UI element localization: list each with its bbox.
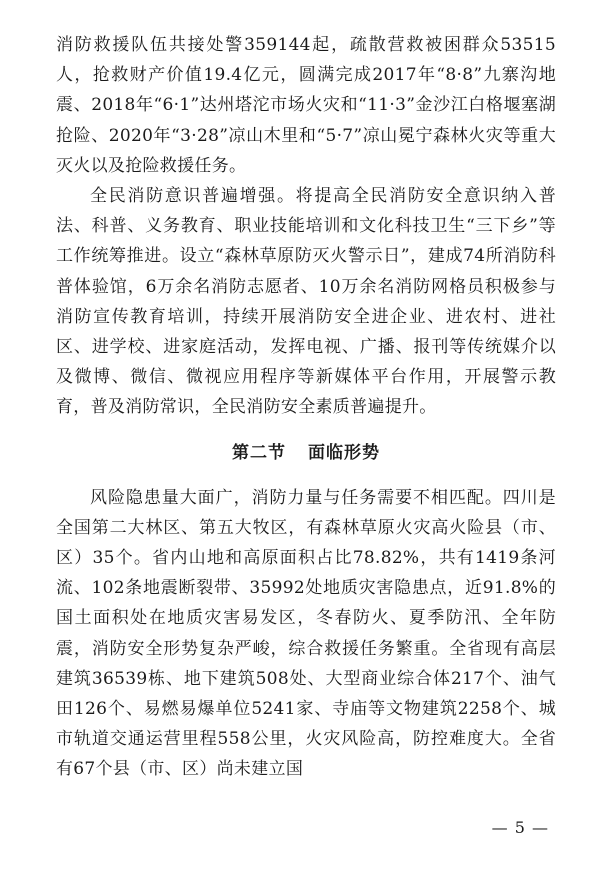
section-heading [56,423,556,483]
paragraph-rescue-statistics: 消防救援队伍共接处警359144起，疏散营救被困群众53515人，抢救财产价值19.4亿元，圆满完成2017年“8·8”九寨沟地震、2018年“6·1”达州塔沱市场火灾和“11·3”金沙江白格堰塞湖抢险、2020年“3·28”凉山木里和“5·7”凉山冕宁森林火灾等重大灭火以及抢险救援任务。 [56,35,556,176]
document-body [56,30,556,785]
section-title: 面临形势 [308,442,380,463]
page-number: — 5 — [491,818,549,837]
section-number: 第二节 [232,442,286,463]
paragraph-fire-awareness: 全民消防意识普遍增强。将提高全民消防安全意识纳入普法、科普、义务教育、职业技能培训和文化科技卫生“三下乡”等工作统筹推进。设立“森林草原防灭火警示日”，建成74所消防科普体验馆，6万余名消防志愿者、10万余名消防网格员积极参与消防宣传教育培训，持续开展消防安全进企业、进农村、进社区、进学校、进家庭活动，发挥电视、广播、报刊等传统媒介以及微博、微信、微视应用程序等新媒体平台作用，开展警示教育，普及消防常识，全民消防安全素质普遍提升。 [56,186,556,418]
paragraph-risk-situation: 风险隐患量大面广，消防力量与任务需要不相匹配。四川是全国第二大林区、第五大牧区，有森林草原火灾高火险县（市、区）35个。省内山地和高原面积占比78.82%，共有1419条河流、102条地震断裂带、35992处地质灾害隐患点，近91.8%的国土面积处在地质灾害易发区，冬春防火、夏季防汛、全年防震，消防安全形势复杂严峻，综合救援任务繁重。全省现有高层建筑36539栋、地下建筑508处、大型商业综合体217个、油气田126个、易燃易爆单位5241家、寺庙等文物建筑2258个、城市轨道交通运营里程558公里，火灾风险高，防控难度大。全省有67个县（市、区）尚未建立国 [56,487,556,780]
